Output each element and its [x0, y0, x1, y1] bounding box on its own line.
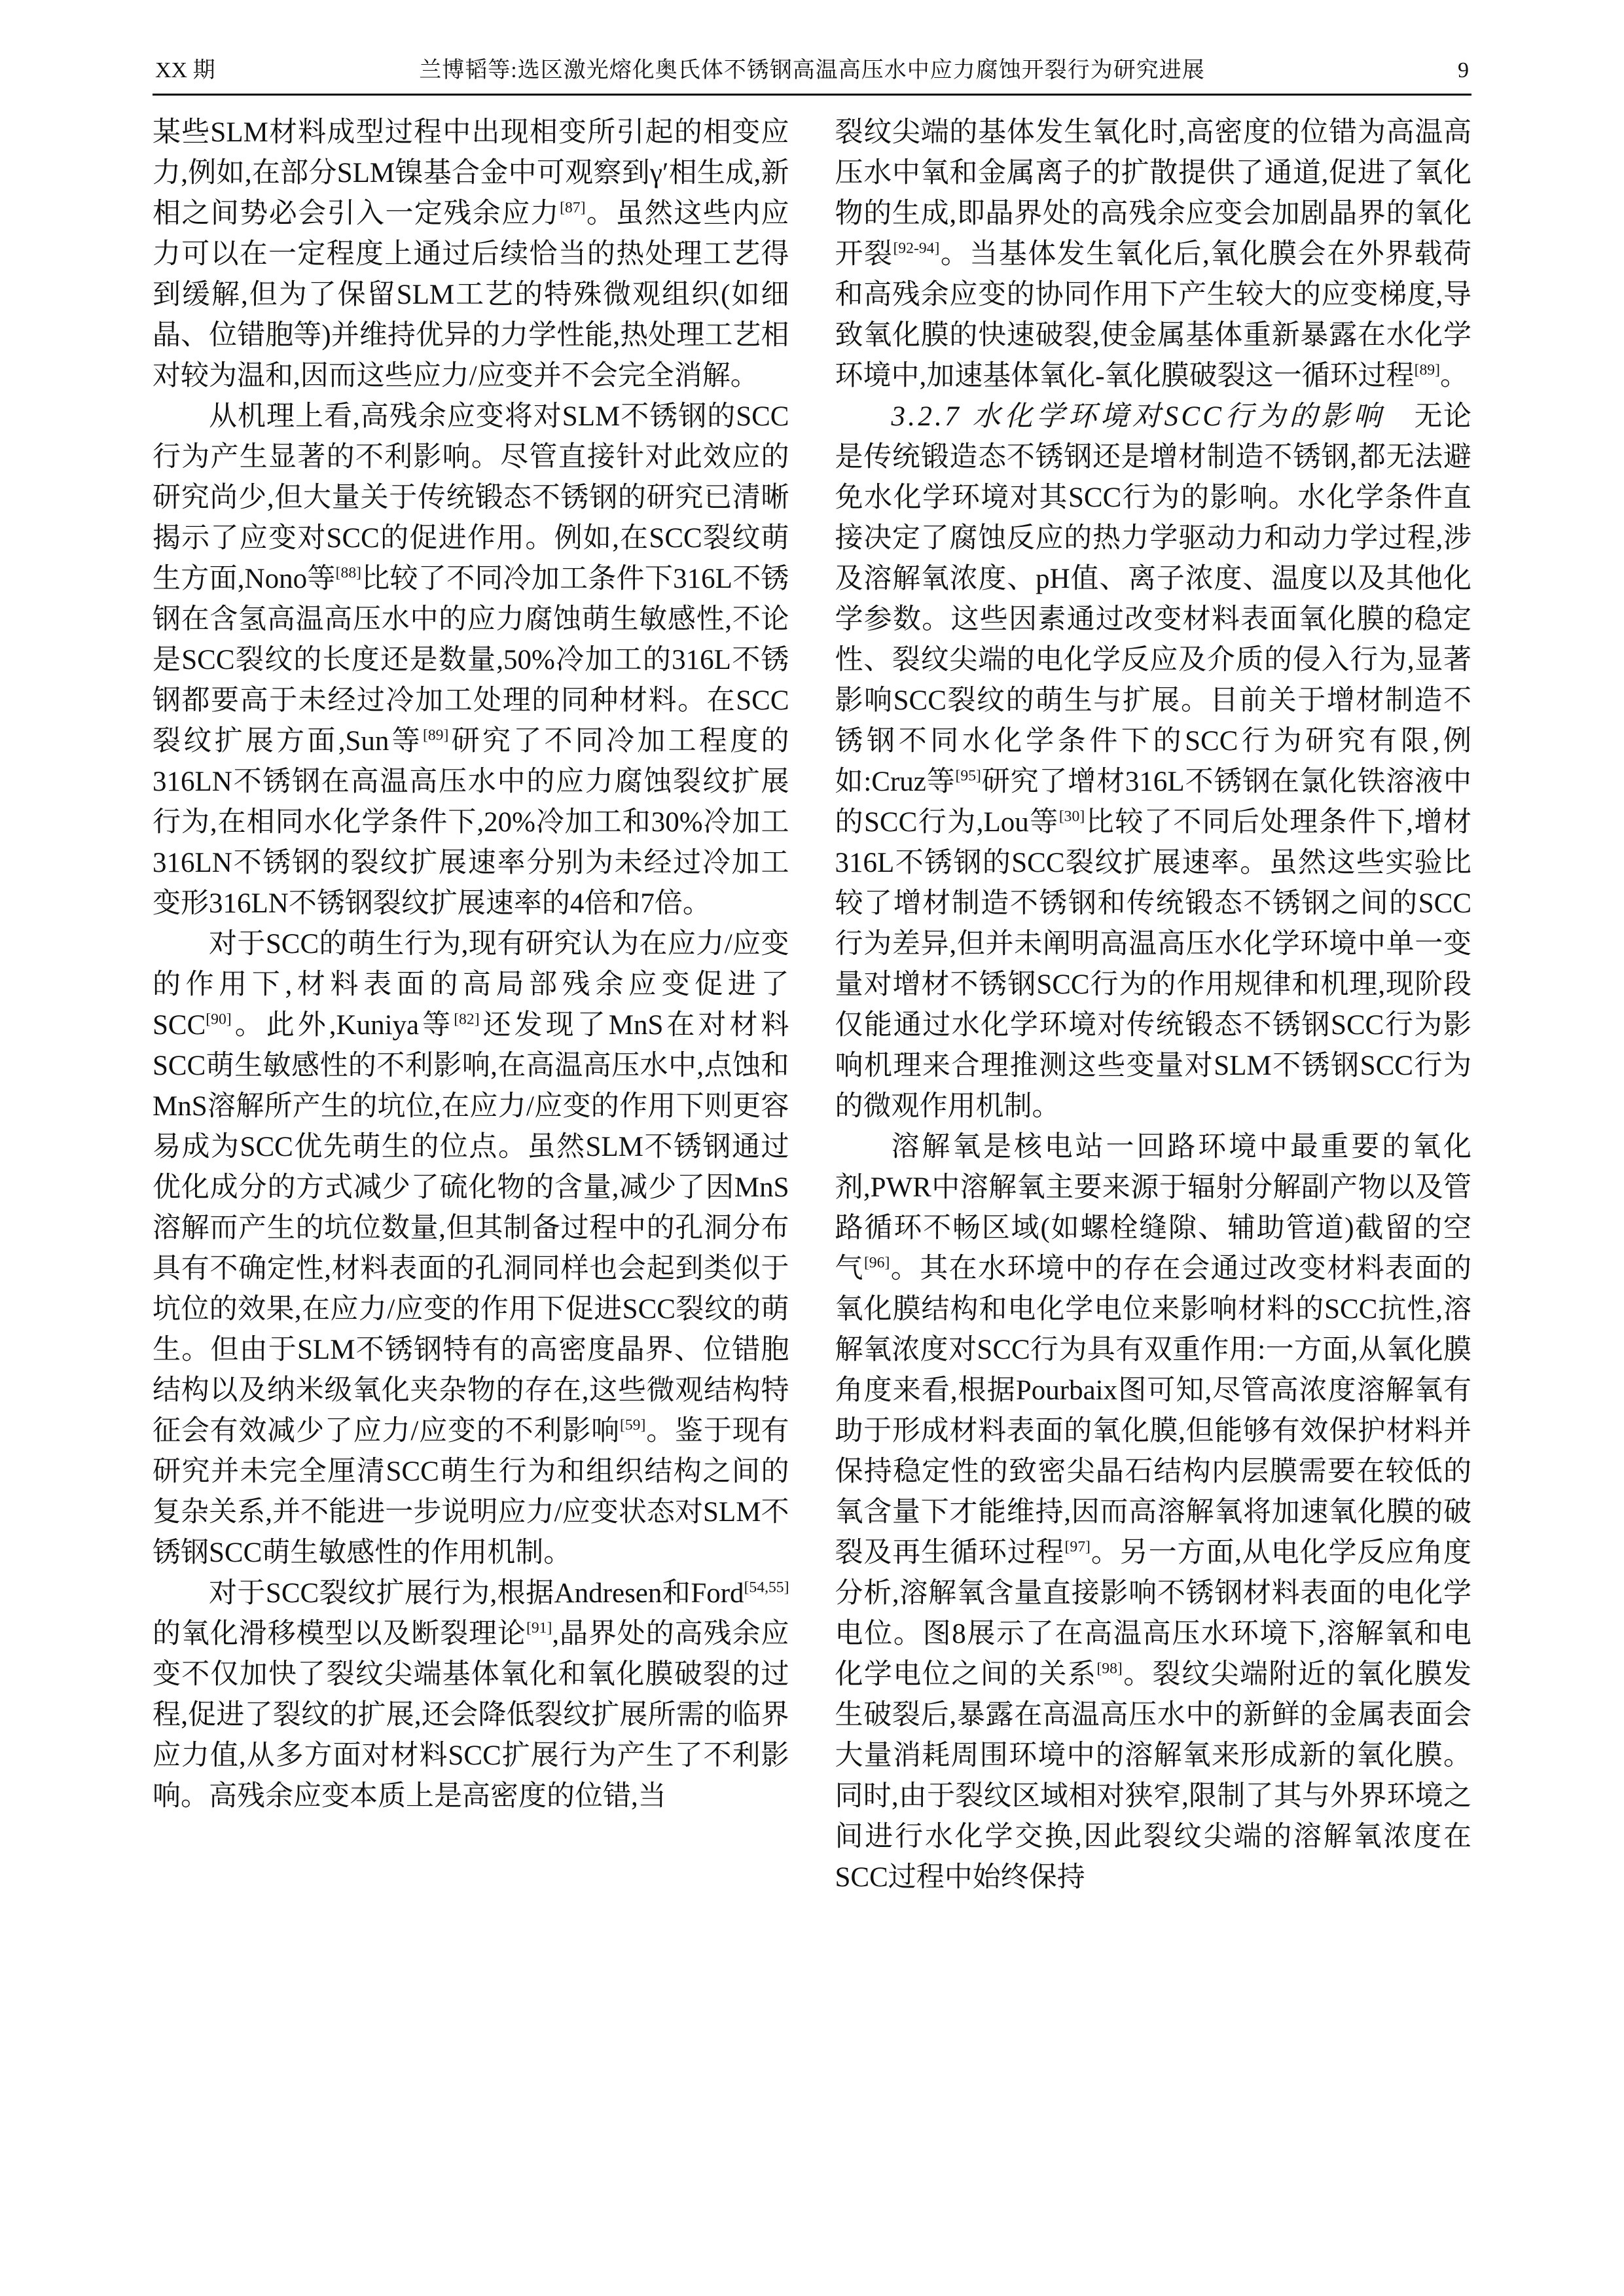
citation-ref: [54,55]: [744, 1579, 789, 1596]
citation-ref: [98]: [1096, 1660, 1123, 1677]
page-number: 9: [1458, 58, 1469, 82]
citation-ref: [59]: [619, 1416, 646, 1434]
paragraph: 溶解氧是核电站一回路环境中最重要的氧化剂,PWR中溶解氧主要来源于辐射分解副产物以及管路循环不畅区域(如螺栓缝隙、辅助管道)截留的空气[96]。其在水环境中的存在会通过改变材料表面的氧化膜结构和电化学电位来影响材料的SCC抗性,溶解氧浓度对SCC行为具有双重作用:一方面,从氧化膜角度来看,根据Pourbaix图可知,尽管高浓度溶解氧有助于形成材料表面的氧化膜,但能够有效保护材料并保持稳定性的致密尖晶石结构内层膜需要在较低的氧含量下才能维持,因而高溶解氧将加速氧化膜的破裂及再生循环过程[97]。另一方面,从电化学反应角度分析,溶解氧含量直接影响不锈钢材料表面的电化学电位。图8展示了在高温高压水环境下,溶解氧和电化学电位之间的关系[98]。裂纹尖端附近的氧化膜发生破裂后,暴露在高温高压水中的新鲜的金属表面会大量消耗周围环境中的溶解氧来形成新的氧化膜。同时,由于裂纹区域相对狭窄,限制了其与外界环境之间进行水化学交换,因此裂纹尖端的溶解氧浓度在SCC过程中始终保持: [835, 1131, 1472, 1893]
article-body: [153, 113, 1471, 1898]
paragraph: 从机理上看,高残余应变将对SLM不锈钢的SCC行为产生显著的不利影响。尽管直接针对此效应的研究尚少,但大量关于传统锻态不锈钢的研究已清晰揭示了应变对SCC的促进作用。例如,在SCC裂纹萌生方面,Nono等[88]比较了不同冷加工条件下316L不锈钢在含氢高温高压水中的应力腐蚀萌生敏感性,不论是SCC裂纹的长度还是数量,50%冷加工的316L不锈钢都要高于未经过冷加工处理的同种材料。在SCC裂纹扩展方面,Sun等[89]研究了不同冷加工程度的316LN不锈钢在高温高压水中的应力腐蚀裂纹扩展行为,在相同水化学条件下,20%冷加工和30%冷加工316LN不锈钢的裂纹扩展速率分别为未经过冷加工变形316LN不锈钢裂纹扩展速率的4倍和7倍。: [153, 401, 789, 919]
right-column: [835, 113, 1472, 1898]
citation-ref: [95]: [955, 767, 981, 785]
citation-ref: [82]: [454, 1011, 480, 1028]
page-header: [153, 58, 1471, 94]
citation-ref: [91]: [526, 1619, 552, 1637]
citation-ref: [30]: [1058, 808, 1085, 825]
running-title: 兰博韬等:选区激光熔化奥氏体不锈钢高温高压水中应力腐蚀开裂行为研究进展: [419, 58, 1205, 82]
paragraph: 裂纹尖端的基体发生氧化时,高密度的位错为高温高压水中氧和金属离子的扩散提供了通道,促进了氧化物的生成,即晶界处的高残余应变会加剧晶界的氧化开裂[92-94]。当基体发生氧化后,氧化膜会在外界载荷和高残余应变的协同作用下产生较大的应变梯度,导致氧化膜的快速破裂,使金属基体重新暴露在水化学环境中,加速基体氧化-氧化膜破裂这一循环过程[89]。: [835, 117, 1471, 391]
citation-ref: [97]: [1064, 1538, 1091, 1556]
citation-ref: [88]: [335, 564, 362, 582]
header-rule: [153, 94, 1471, 96]
citation-ref: [92-94]: [893, 240, 940, 257]
citation-ref: [89]: [1414, 361, 1440, 379]
left-column: [153, 113, 789, 1898]
citation-ref: [87]: [560, 199, 586, 217]
citation-ref: [90]: [206, 1011, 232, 1028]
paragraph: 对于SCC裂纹扩展行为,根据Andresen和Ford[54,55]的氧化滑移模型以及断裂理论[91],晶界处的高残余应变不仅加快了裂纹尖端基体氧化和氧化膜破裂的过程,促进了裂纹的扩展,还会降低裂纹扩展所需的临界应力值,从多方面对材料SCC扩展行为产生了不利影响。高残余应变本质上是高密度的位错,当: [153, 1577, 789, 1812]
citation-ref: [89]: [422, 726, 449, 744]
citation-ref: [96]: [863, 1254, 890, 1272]
journal-issue: XX 期: [155, 58, 215, 82]
section-heading: 3.2.7 水化学环境对SCC行为的影响: [891, 401, 1385, 432]
paragraph: 3.2.7 水化学环境对SCC行为的影响 无论是传统锻造态不锈钢还是增材制造不锈钢,都无法避免水化学环境对其SCC行为的影响。水化学条件直接决定了腐蚀反应的热力学驱动力和动力学过程,涉及溶解氧浓度、pH值、离子浓度、温度以及其他化学参数。这些因素通过改变材料表面氧化膜的稳定性、裂纹尖端的电化学反应及介质的侵入行为,显著影响SCC裂纹的萌生与扩展。目前关于增材制造不锈钢不同水化学条件下的SCC行为研究有限,例如:Cruz等[95]研究了增材316L不锈钢在氯化铁溶液中的SCC行为,Lou等[30]比较了不同后处理条件下,增材316L不锈钢的SCC裂纹扩展速率。虽然这些实验比较了增材制造不锈钢和传统锻态不锈钢之间的SCC行为差异,但并未阐明高温高压水化学环境中单一变量对增材不锈钢SCC行为的作用规律和机理,现阶段仅能通过水化学环境对传统锻态不锈钢SCC行为影响机理来合理推测这些变量对SLM不锈钢SCC行为的微观作用机制。: [835, 401, 1471, 1122]
paragraph: 对于SCC的萌生行为,现有研究认为在应力/应变的作用下,材料表面的高局部残余应变促进了SCC[90]。此外,Kuniya等[82]还发现了MnS在对材料SCC萌生敏感性的不利影响,在高温高压水中,点蚀和MnS溶解所产生的坑位,在应力/应变的作用下则更容易成为SCC优先萌生的位点。虽然SLM不锈钢通过优化成分的方式减少了硫化物的含量,减少了因MnS溶解而产生的坑位数量,但其制备过程中的孔洞分布具有不确定性,材料表面的孔洞同样也会起到类似于坑位的效果,在应力/应变的作用下促进SCC裂纹的萌生。但由于SLM不锈钢特有的高密度晶界、位错胞结构以及纳米级氧化夹杂物的存在,这些微观结构特征会有效减少了应力/应变的不利影响[59]。鉴于现有研究并未完全厘清SCC萌生行为和组织结构之间的复杂关系,并不能进一步说明应力/应变状态对SLM不锈钢SCC萌生敏感性的作用机制。: [153, 928, 789, 1568]
paragraph: 某些SLM材料成型过程中出现相变所引起的相变应力,例如,在部分SLM镍基合金中可观察到γ′相生成,新相之间势必会引入一定残余应力[87]。虽然这些内应力可以在一定程度上通过后续恰当的热处理工艺得到缓解,但为了保留SLM工艺的特殊微观组织(如细晶、位错胞等)并维持优异的力学性能,热处理工艺相对较为温和,因而这些应力/应变并不会完全消解。: [153, 117, 789, 391]
